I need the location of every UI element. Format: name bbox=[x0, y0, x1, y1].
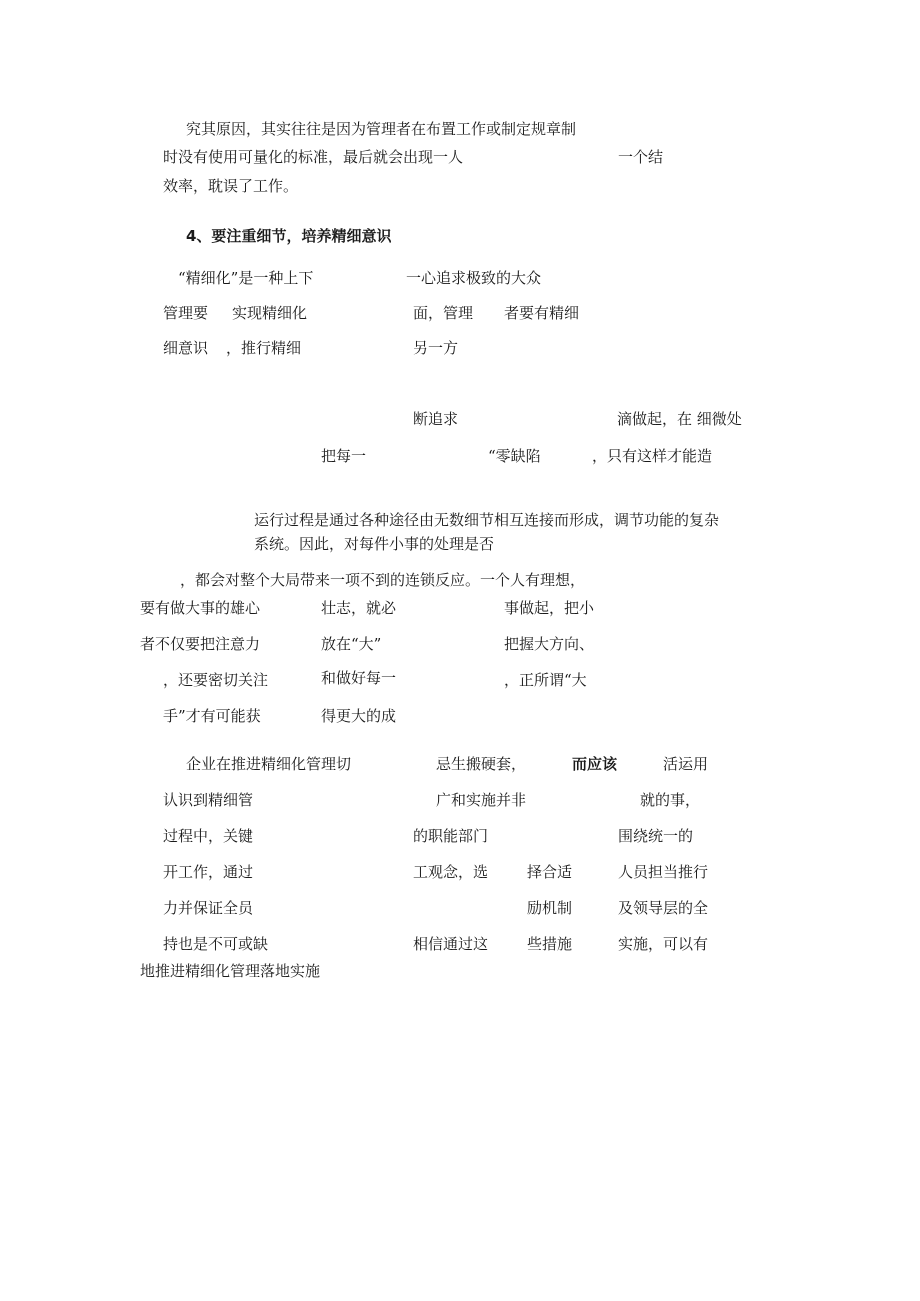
para1-line1: 究其原因，其实往往是因为管理者在布置工作或制定规章制 bbox=[186, 120, 577, 138]
para3-r1c: 事做起，把小 bbox=[504, 599, 595, 617]
para3-l3: ，都会对整个大局带来一项不到的连锁反应。一个人有理想， bbox=[180, 571, 586, 589]
para3-r3a: ，还要密切关注 bbox=[163, 671, 269, 689]
para3-r4b: 得更大的成 bbox=[321, 707, 397, 725]
para3-l2: 系统。因此，对每件小事的处理是否 bbox=[254, 535, 495, 553]
para2-r3c: 另一方 bbox=[413, 339, 459, 357]
para4-r2b: 广和实施并非 bbox=[436, 791, 527, 809]
para2-r5c: ，只有这样才能造 bbox=[592, 447, 713, 465]
para3-r2c: 把握大方向、 bbox=[504, 635, 595, 653]
para2-r1a: “精细化”是一种上下 bbox=[178, 269, 314, 287]
para4-r6b: 相信通过这 bbox=[413, 935, 489, 953]
para4-r2c: 就的事， bbox=[640, 791, 701, 809]
para1-line2b: 一个结 bbox=[618, 148, 664, 166]
para3-r2a: 者不仅要把注意力 bbox=[140, 635, 261, 653]
para4-r4d: 人员担当推行 bbox=[618, 863, 709, 881]
para1-line3: 效率，耽误了工作。 bbox=[163, 177, 299, 195]
para3-l1: 运行过程是通过各种途径由无数细节相互连接而形成，调节功能的复杂 bbox=[254, 511, 720, 529]
para2-r3a: 细意识 bbox=[163, 339, 209, 357]
para3-r1b: 壮志，就必 bbox=[321, 599, 397, 617]
section-heading: 4、要注重细节，培养精细意识 bbox=[186, 227, 392, 245]
para3-r3c: ，正所谓“大 bbox=[504, 671, 587, 689]
para2-r1b: 一心追求极致的大众 bbox=[406, 269, 542, 287]
para2-r2a: 管理要 bbox=[163, 304, 209, 322]
para2-r2d: 者要有精细 bbox=[504, 304, 580, 322]
para4-r2a: 认识到精细管 bbox=[163, 791, 254, 809]
para4-r4b: 工观念，选 bbox=[413, 863, 489, 881]
para3-r1a: 要有做大事的雄心 bbox=[140, 599, 261, 617]
para3-r4a: 手”才有可能获 bbox=[163, 707, 261, 725]
para4-r3c: 围绕统一的 bbox=[618, 827, 694, 845]
para2-r2c: 面，管理 bbox=[413, 304, 474, 322]
para4-r5c: 及领导层的全 bbox=[618, 899, 709, 917]
para4-r3a: 过程中，关键 bbox=[163, 827, 254, 845]
para4-r7: 地推进精细化管理落地实施 bbox=[140, 962, 321, 980]
para4-r6a: 持也是不可或缺 bbox=[163, 935, 269, 953]
para2-r5b: “零缺陷 bbox=[488, 447, 541, 465]
para2-r4b: 滴做起，在 细微处 bbox=[617, 410, 742, 428]
para4-r3b: 的职能部门 bbox=[413, 827, 489, 845]
para4-r4c: 择合适 bbox=[527, 863, 573, 881]
para4-r6d: 实施，可以有 bbox=[618, 935, 709, 953]
para4-r1b: 忌生搬硬套， bbox=[436, 755, 527, 773]
para3-r3b: 和做好每一 bbox=[321, 669, 397, 687]
para2-r3b: ，推行精细 bbox=[226, 339, 302, 357]
para4-r5a: 力并保证全员 bbox=[163, 899, 254, 917]
para1-line2a: 时没有使用可量化的标准，最后就会出现一人 bbox=[163, 148, 464, 166]
para2-r2b: 实现精细化 bbox=[232, 304, 308, 322]
para4-r6c: 些措施 bbox=[527, 935, 573, 953]
para4-r1a: 企业在推进精细化管理切 bbox=[186, 755, 352, 773]
para4-r1c: 而应该 bbox=[572, 755, 618, 773]
para2-r5a: 把每一 bbox=[321, 447, 367, 465]
para4-r4a: 开工作，通过 bbox=[163, 863, 254, 881]
para4-r5b: 励机制 bbox=[527, 899, 573, 917]
para3-r2b: 放在“大” bbox=[321, 635, 382, 653]
para2-r4a: 断追求 bbox=[413, 410, 459, 428]
para4-r1d: 活运用 bbox=[663, 755, 709, 773]
